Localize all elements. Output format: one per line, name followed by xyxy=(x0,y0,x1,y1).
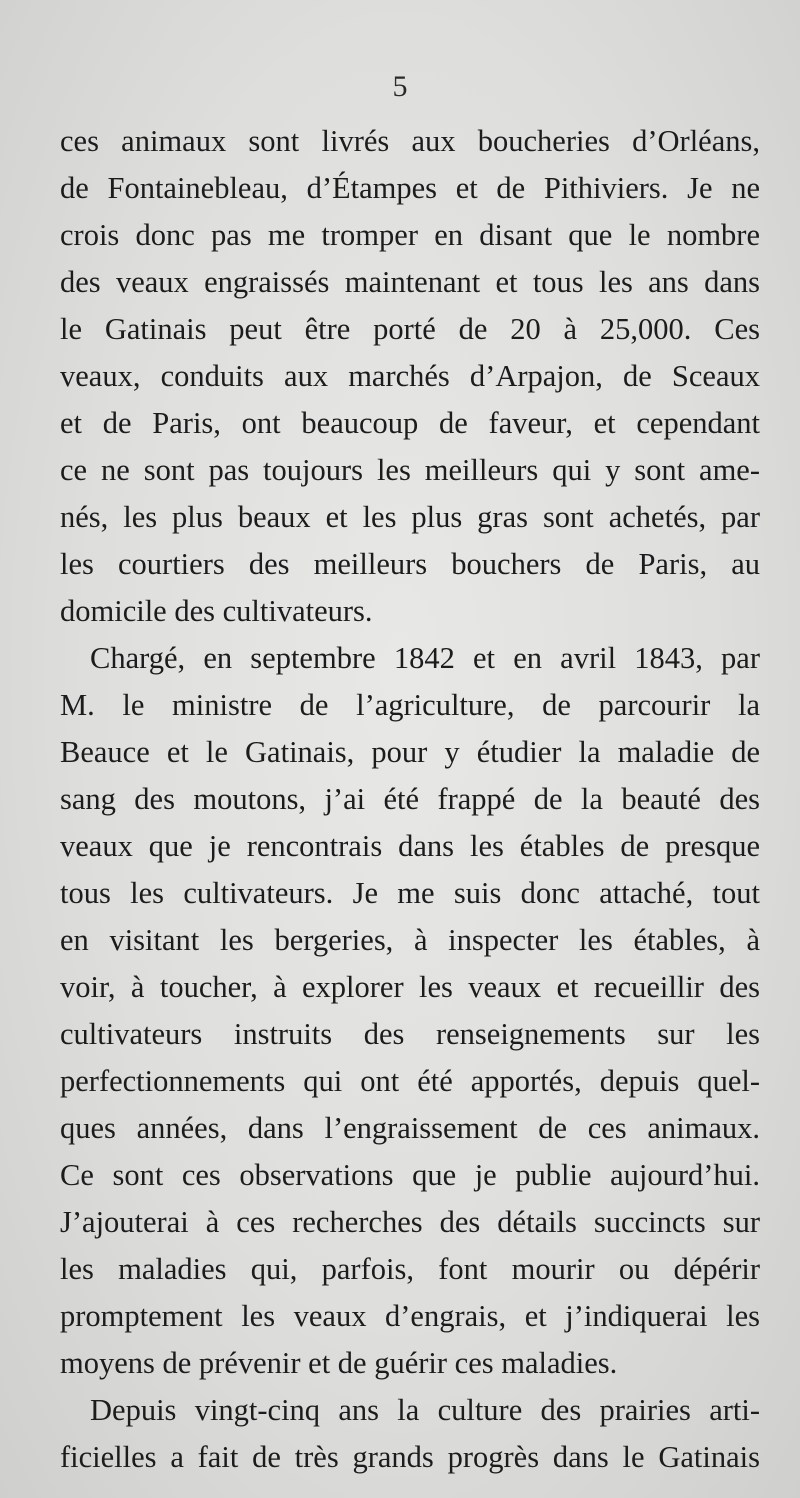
text-line: ce ne sont pas toujours les meilleurs qui y sont ame- xyxy=(60,453,760,487)
text-line: tous les cultivateurs. Je me suis donc attaché, tout xyxy=(60,876,760,910)
text-line: crois donc pas me tromper en disant que le nombre xyxy=(60,218,760,252)
text-line: ques années, dans l’engraissement de ces animaux. xyxy=(60,1111,760,1145)
text-line: le Gatinais peut être porté de 20 à 25,000. Ces xyxy=(60,312,760,346)
text-line: en visitant les bergeries, à inspecter les étables, à xyxy=(60,923,760,957)
text-line: Ce sont ces observations que je publie aujourd’hui. xyxy=(60,1158,760,1192)
text-line: ficielles a fait de très grands progrès dans le Gatinais xyxy=(60,1440,760,1474)
text-line: sang des moutons, j’ai été frappé de la beauté des xyxy=(60,782,760,816)
paragraph-start-line: Depuis vingt-cinq ans la culture des prairies arti- xyxy=(90,1393,760,1427)
body-text xyxy=(60,118,760,1481)
text-line: domicile des cultivateurs. xyxy=(60,594,373,628)
page-number: 5 xyxy=(392,70,408,103)
text-line: perfectionnements qui ont été apportés, depuis quel- xyxy=(60,1064,760,1098)
text-line: cultivateurs instruits des renseignements sur les xyxy=(60,1017,760,1051)
text-line: nés, les plus beaux et les plus gras sont achetés, par xyxy=(60,500,760,534)
text-line: les courtiers des meilleurs bouchers de Paris, au xyxy=(60,547,760,581)
text-line: moyens de prévenir et de guérir ces maladies. xyxy=(60,1346,618,1380)
text-line: voir, à toucher, à explorer les veaux et recueillir des xyxy=(60,970,760,1004)
paragraph-start-line: Chargé, en septembre 1842 et en avril 1843, par xyxy=(90,641,760,675)
text-line: et de Paris, ont beaucoup de faveur, et cependant xyxy=(60,406,760,440)
text-line: ces animaux sont livrés aux boucheries d’Orléans, xyxy=(60,124,760,158)
text-line: M. le ministre de l’agriculture, de parcourir la xyxy=(60,688,760,722)
text-line: promptement les veaux d’engrais, et j’indiquerai les xyxy=(60,1299,760,1333)
text-line: des veaux engraissés maintenant et tous les ans dans xyxy=(60,265,760,299)
text-line: J’ajouterai à ces recherches des détails succincts sur xyxy=(60,1205,760,1239)
text-line: les maladies qui, parfois, font mourir ou dépérir xyxy=(60,1252,760,1286)
text-line: veaux que je rencontrais dans les étables de presque xyxy=(60,829,760,863)
text-line: veaux, conduits aux marchés d’Arpajon, de Sceaux xyxy=(60,359,760,393)
text-line: de Fontainebleau, d’Étampes et de Pithiviers. Je ne xyxy=(60,171,760,205)
text-line: Beauce et le Gatinais, pour y étudier la maladie de xyxy=(60,735,760,769)
